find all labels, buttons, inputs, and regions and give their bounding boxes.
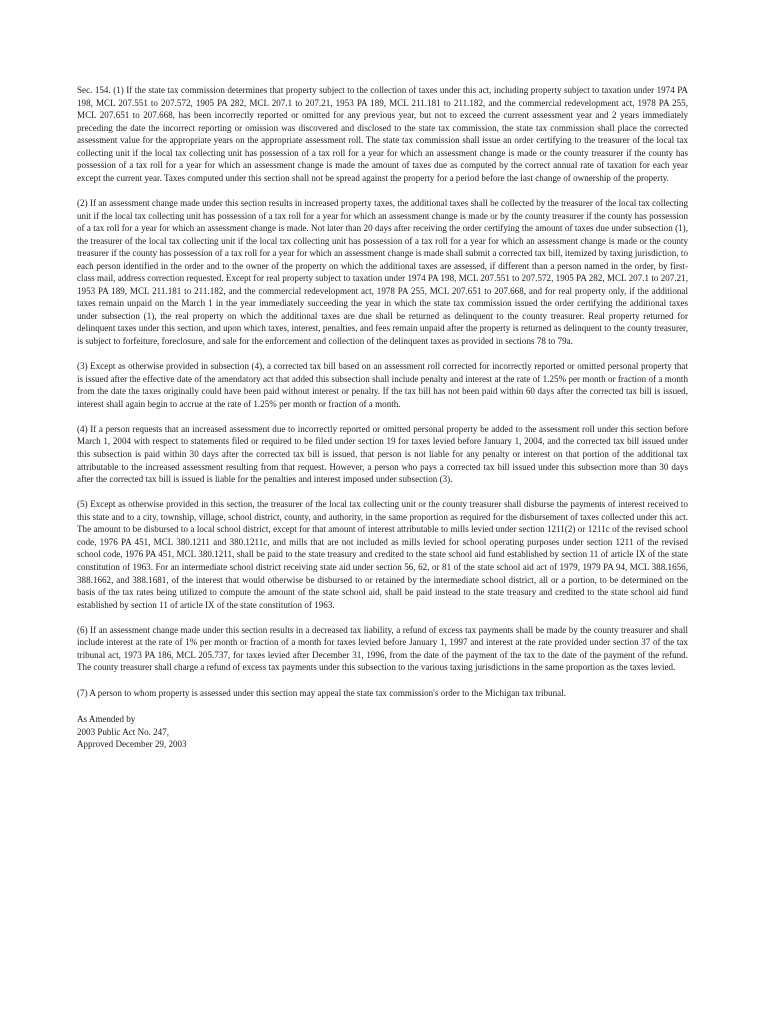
public-act-number: 2003 Public Act No. 247, (77, 726, 169, 737)
document-page (77, 84, 688, 751)
amended-by-label: As Amended by (77, 714, 136, 725)
section-6-paragraph: (6) If an assessment change made under this section results in a decreased tax liability, a refund of excess tax payments shall be made by the county treasurer and shall include interest at the rate of 1% per month or fraction of a month for taxes levied before January 1, 1997 and interest at the rate provided under section 37 of the tax tribunal act, 1973 PA 186, MCL 205.737, for taxes levied after December 31, 1996, from the date of the payment of the tax to the date of the payment of the refund. The county treasurer shall charge a refund of excess tax payments under this subsection to the various taxing jurisdictions in the same proportion as the taxes levied. (77, 624, 688, 673)
section-5-paragraph: (5) Except as otherwise provided in this section, the treasurer of the local tax collecting unit or the county treasurer shall disburse the payments of interest received to this state and to a city, township, village, school district, county, and authority, in the same proportion as required for the disbursement of taxes collected under this act. The amount to be disbursed to a local school district, except for that amount of interest attributable to mills levied under section 1211(2) or 1211c of the revised school code, 1976 PA 451, MCL 380.1211 and 380.1211c, and mills that are not included as mills levied for school operating purposes under section 1211 of the revised school code, 1976 PA 451, MCL 380.1211, shall be paid to the state treasury and credited to the state school aid fund established by section 11 of article IX of the state constitution of 1963. For an intermediate school district receiving state aid under section 56, 62, or 81 of the state school aid act of 1979, 1979 PA 94, MCL 388.1656, 388.1662, and 388.1681, of the interest that would otherwise be disbursed to or retained by the intermediate school district, all or a portion, to be determined on the basis of the tax rates being utilized to compute the amount of the state school aid, shall be paid instead to the state treasury and credited to the state school aid fund established by section 11 of article IX of the state constitution of 1963. (77, 499, 688, 610)
section-1-paragraph: Sec. 154. (1) If the state tax commission determines that property subject to the collection of taxes under this act, including property subject to taxation under 1974 PA 198, MCL 207.551 to 207.572, 1905 PA 282, MCL 207.1 to 207.21, 1953 PA 189, MCL 211.181 to 211.182, and the commercial redevelopment act, 1978 PA 255, MCL 207.651 to 207.668, has been incorrectly reported or omitted for any previous year, but not to exceed the current assessment year and 2 years immediately preceding the date the incorrect reporting or omission was discovered and disclosed to the state tax commission, the state tax commission shall place the corrected assessment value for the appropriate years on the appropriate assessment roll. The state tax commission shall issue an order certifying to the treasurer of the local tax collecting unit if the local tax collecting unit has possession of a tax roll for a year for which an assessment change is made or the county treasurer if the county has possession of a tax roll for a year for which an assessment change is made the amount of taxes due as computed by the correct annual rate of taxation for each year except the current year. Taxes computed under this section shall not be spread against the property for a period before the last change of ownership of the property. (77, 85, 688, 183)
section-3-paragraph: (3) Except as otherwise provided in subsection (4), a corrected tax bill based on an assessment roll corrected for incorrectly reported or omitted personal property that is issued after the effective date of the amendatory act that added this subsection shall include penalty and interest at the rate of 1.25% per month or fraction of a month from the date the taxes originally could have been paid without interest or penalty. If the tax bill has not been paid within 60 days after the corrected tax bill is issued, interest shall again begin to accrue at the rate of 1.25% per month or fraction of a month. (77, 361, 688, 409)
amendment-note (77, 713, 688, 751)
section-2-paragraph: (2) If an assessment change made under this section results in increased property taxes, the additional taxes shall be collected by the treasurer of the local tax collecting unit if the local tax collecting unit has possession of a tax roll for a year for which an assessment change is made or by the county treasurer if the county has possession of a tax roll for a year for which an assessment change is made. Not later than 20 days after receiving the order certifying the amount of taxes due under subsection (1), the treasurer of the local tax collecting unit if the local tax collecting unit has possession of a tax roll for a year for which an assessment change is made or the county treasurer if the county has possession of a tax roll for a year for which an assessment change is made shall submit a corrected tax bill, itemized by taxing jurisdiction, to each person identified in the order and to the owner of the property on which the additional taxes are assessed, if different than a person named in the order, by first-class mail, address correction requested. Except for real property subject to taxation under 1974 PA 198, MCL 207.551 to 207.572, 1905 PA 282, MCL 207.1 to 207.21, 1953 PA 189, MCL 211.181 to 211.182, and the commercial redevelopment act, 1978 PA 255, MCL 207.651 to 207.668, and for real property only, if the additional taxes remain unpaid on the March 1 in the year immediately succeeding the year in which the state tax commission issued the order certifying the additional taxes under subsection (1), the real property on which the additional taxes are due shall be returned as delinquent to the county treasurer. Real property returned for delinquent taxes under this section, and upon which taxes, interest, penalties, and fees remain unpaid after the property is returned as delinquent to the county treasurer, is subject to forfeiture, foreclosure, and sale for the enforcement and collection of the delinquent taxes as provided in sections 78 to 79a. (77, 197, 688, 346)
section-4-paragraph: (4) If a person requests that an increased assessment due to incorrectly reported or omitted personal property be added to the assessment roll under this section before March 1, 2004 with respect to statements filed or required to be filed under section 19 for taxes levied before January 1, 2004, and the corrected tax bill issued under this subsection is paid within 30 days after the corrected tax bill is issued, that person is not liable for any penalty or interest on that portion of the additional tax attributable to the increased assessment resulting from that request. However, a person who pays a corrected tax bill issued under this subsection more than 30 days after the corrected tax bill is issued is liable for the penalties and interest imposed under subsection (3). (77, 423, 688, 485)
approval-date: Approved December 29, 2003 (77, 739, 187, 750)
section-7-paragraph: (7) A person to whom property is assessed under this section may appeal the state tax commission's order to the Michigan tax tribunal. (77, 687, 566, 698)
